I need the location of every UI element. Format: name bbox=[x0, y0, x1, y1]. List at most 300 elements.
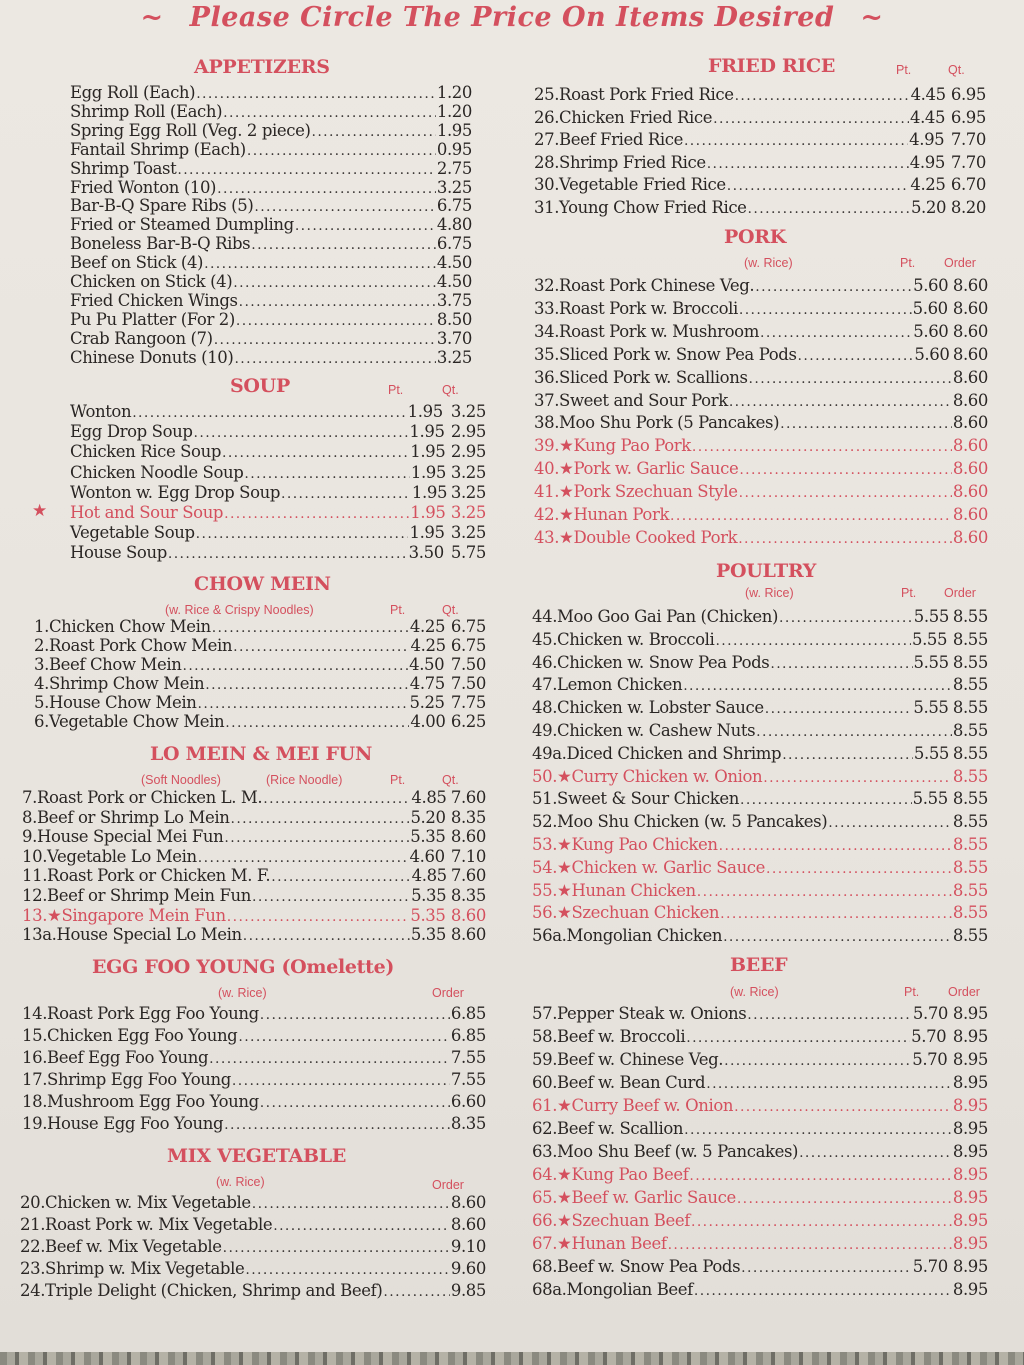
menu-item[interactable] bbox=[532, 1118, 988, 1140]
menu-item[interactable] bbox=[22, 1025, 486, 1047]
menu-item[interactable] bbox=[534, 344, 988, 366]
item-number: 50.★ bbox=[532, 766, 572, 786]
item-price-quart[interactable]: 8.60 bbox=[450, 905, 486, 925]
item-price-pint[interactable]: 5.60 bbox=[912, 298, 948, 318]
menu-item[interactable] bbox=[534, 504, 988, 526]
item-price[interactable]: 4.80 bbox=[436, 215, 472, 235]
menu-item[interactable] bbox=[534, 197, 986, 219]
item-price-quart[interactable]: 8.60 bbox=[952, 459, 988, 479]
item-price-pint[interactable]: 1.95 bbox=[407, 402, 443, 421]
item-price-pint[interactable]: 5.55 bbox=[913, 743, 950, 763]
item-price-quart[interactable]: 8.95 bbox=[952, 1142, 988, 1161]
item-price-pint[interactable]: 4.25 bbox=[410, 636, 446, 655]
menu-item[interactable] bbox=[22, 1047, 486, 1069]
menu-item[interactable] bbox=[534, 152, 986, 174]
dot-leader bbox=[273, 1215, 450, 1237]
dot-leader bbox=[749, 368, 952, 390]
menu-item[interactable] bbox=[532, 788, 988, 810]
menu-item[interactable] bbox=[532, 1256, 988, 1278]
menu-item[interactable] bbox=[532, 743, 988, 765]
item-name: Moo Shu Pork (5 Pancakes) bbox=[559, 413, 780, 433]
section-title-poultry: POULTRY bbox=[716, 560, 817, 582]
menu-item[interactable] bbox=[70, 542, 486, 564]
column-header-pint: Pt. bbox=[900, 256, 916, 270]
item-price-quart[interactable]: 3.25 bbox=[450, 402, 486, 421]
dot-leader bbox=[694, 1280, 952, 1302]
item-price[interactable]: 7.55 bbox=[450, 1048, 486, 1067]
item-number: 13.★ bbox=[22, 905, 62, 925]
item-number: 37. bbox=[534, 390, 560, 410]
item-name: Beef w. Bean Curd bbox=[557, 1073, 706, 1092]
menu-item[interactable] bbox=[534, 481, 988, 503]
item-number: 56a. bbox=[532, 926, 567, 946]
item-price-quart[interactable]: 8.95 bbox=[952, 1257, 988, 1276]
item-price-quart[interactable]: 8.55 bbox=[952, 675, 988, 695]
menu-item[interactable] bbox=[534, 129, 986, 151]
menu-item[interactable] bbox=[534, 458, 988, 480]
item-price-quart[interactable]: 8.55 bbox=[952, 629, 988, 649]
dot-leader bbox=[225, 712, 409, 734]
item-name: Sweet & Sour Chicken bbox=[557, 789, 739, 809]
section-title-chow-mein: CHOW MEIN bbox=[194, 573, 331, 595]
item-price-quart[interactable]: 8.55 bbox=[952, 835, 988, 854]
item-price-quart[interactable]: 7.75 bbox=[450, 693, 486, 712]
item-price-quart[interactable]: 8.55 bbox=[952, 926, 988, 946]
item-name: Moo Shu Beef (w. 5 Pancakes) bbox=[557, 1142, 799, 1161]
dot-leader bbox=[260, 1092, 450, 1114]
section-title-egg-foo-young: EGG FOO YOUNG (Omelette) bbox=[92, 956, 395, 978]
item-price-quart[interactable]: 7.70 bbox=[950, 130, 986, 149]
item-price-quart[interactable]: 7.10 bbox=[450, 846, 486, 866]
item-name: Chicken Chow Mein bbox=[48, 617, 211, 636]
menu-item[interactable] bbox=[532, 1141, 988, 1163]
item-price-pint[interactable]: 1.95 bbox=[409, 523, 445, 543]
item-price[interactable]: 3.25 bbox=[436, 177, 472, 197]
dot-leader bbox=[755, 276, 912, 298]
item-number: 53.★ bbox=[532, 835, 572, 854]
item-price-pint[interactable]: 4.85 bbox=[411, 866, 447, 886]
menu-item[interactable] bbox=[532, 1072, 988, 1094]
item-price-pint[interactable]: 1.95 bbox=[410, 503, 446, 522]
item-price-pint[interactable]: 5.55 bbox=[913, 607, 949, 626]
item-name: Shrimp Chow Mein bbox=[48, 674, 205, 693]
mei-fun-subtitle: (Rice Noodle) bbox=[266, 773, 343, 787]
menu-item[interactable] bbox=[532, 1026, 988, 1048]
item-price[interactable]: 1.20 bbox=[436, 83, 472, 102]
menu-item[interactable] bbox=[20, 1192, 486, 1214]
item-price-quart[interactable]: 8.60 bbox=[952, 413, 988, 433]
item-price-quart[interactable]: 2.95 bbox=[450, 442, 486, 462]
menu-item[interactable] bbox=[534, 527, 988, 549]
item-number: 12. bbox=[22, 886, 48, 905]
menu-item[interactable] bbox=[22, 1091, 486, 1113]
dot-leader bbox=[691, 1211, 952, 1233]
item-price-quart[interactable]: 7.60 bbox=[450, 788, 486, 807]
item-name: Moo Goo Gai Pan (Chicken) bbox=[557, 607, 778, 626]
item-name: Shrimp w. Mix Vegetable bbox=[45, 1259, 245, 1278]
pork-subtitle: (w. Rice) bbox=[744, 256, 793, 270]
item-price-quart[interactable]: 8.60 bbox=[952, 527, 988, 547]
menu-item[interactable] bbox=[22, 1069, 486, 1091]
column-header-order: Order bbox=[944, 586, 976, 600]
item-number: 9. bbox=[22, 827, 37, 847]
menu-item[interactable] bbox=[532, 606, 988, 628]
item-price-quart[interactable]: 8.95 bbox=[952, 1027, 988, 1046]
item-price-quart[interactable]: 8.95 bbox=[952, 1165, 988, 1184]
menu-item[interactable] bbox=[534, 367, 988, 389]
mix-vegetable-subtitle: (w. Rice) bbox=[216, 1175, 265, 1189]
item-name: Pepper Steak w. Onions bbox=[557, 1004, 747, 1023]
item-price[interactable]: 0.95 bbox=[436, 139, 472, 159]
dot-leader bbox=[760, 322, 912, 344]
item-price[interactable]: 8.50 bbox=[436, 309, 472, 329]
menu-item[interactable] bbox=[70, 401, 486, 423]
menu-item[interactable] bbox=[20, 1214, 486, 1236]
item-price-quart[interactable]: 8.55 bbox=[952, 812, 988, 832]
item-number: 40.★ bbox=[534, 459, 574, 479]
item-price-pint[interactable]: 1.95 bbox=[410, 462, 446, 482]
item-price[interactable]: 7.55 bbox=[450, 1070, 486, 1089]
menu-item[interactable] bbox=[534, 435, 988, 457]
item-price-quart[interactable]: 8.60 bbox=[952, 298, 988, 318]
item-price-pint[interactable]: 5.35 bbox=[410, 827, 446, 847]
egg-foo-young-subtitle: (w. Rice) bbox=[218, 986, 267, 1000]
item-price-quart[interactable]: 8.35 bbox=[450, 886, 486, 905]
item-price[interactable]: 4.50 bbox=[436, 253, 472, 273]
item-price-quart[interactable]: 3.25 bbox=[450, 523, 486, 543]
column-header-quart: Qt. bbox=[442, 603, 459, 617]
column-header-order: Order bbox=[432, 1178, 464, 1192]
item-name: Hunan Beef bbox=[571, 1234, 667, 1253]
item-price-quart[interactable]: 2.95 bbox=[450, 422, 486, 442]
item-price-quart[interactable]: 8.60 bbox=[952, 482, 988, 502]
item-number: 6. bbox=[34, 712, 49, 731]
item-name: Vegetable Soup bbox=[70, 523, 195, 543]
item-price-pint[interactable]: 4.85 bbox=[411, 788, 447, 807]
item-number: 49a. bbox=[532, 743, 567, 763]
menu-item[interactable] bbox=[534, 174, 986, 196]
column-header-order: Order bbox=[944, 256, 976, 270]
item-name: Vegetable Fried Rice bbox=[559, 175, 726, 194]
menu-item[interactable] bbox=[70, 421, 486, 443]
item-price-pint[interactable]: 4.95 bbox=[909, 130, 945, 149]
tilde-ornament: ~ bbox=[140, 2, 164, 33]
item-price-quart[interactable]: 8.60 bbox=[952, 344, 988, 364]
item-price-quart[interactable]: 8.55 bbox=[952, 880, 988, 900]
menu-item[interactable] bbox=[532, 902, 988, 924]
item-price-pint[interactable]: 1.95 bbox=[410, 442, 446, 462]
menu-item[interactable] bbox=[532, 1049, 988, 1071]
menu-item[interactable] bbox=[20, 1236, 486, 1258]
menu-item[interactable] bbox=[532, 1233, 988, 1255]
item-price-quart[interactable]: 8.55 bbox=[952, 607, 988, 626]
item-name: Chicken w. Garlic Sauce bbox=[571, 857, 766, 877]
dot-leader bbox=[383, 1281, 449, 1303]
item-name: Vegetable Chow Mein bbox=[48, 712, 225, 731]
item-number: 65.★ bbox=[532, 1188, 572, 1207]
menu-item[interactable] bbox=[532, 1003, 988, 1025]
item-price-pint[interactable]: 4.45 bbox=[910, 85, 946, 104]
item-price-pint[interactable]: 5.25 bbox=[409, 693, 445, 712]
dot-leader bbox=[238, 1026, 450, 1048]
dot-leader bbox=[684, 1119, 952, 1141]
item-name: Szechuan Chicken bbox=[571, 903, 720, 923]
item-price-quart[interactable]: 8.60 bbox=[450, 925, 486, 945]
item-name: Chicken w. Mix Vegetable bbox=[45, 1193, 251, 1212]
granite-countertop bbox=[0, 1352, 1024, 1365]
item-price-pint[interactable]: 4.00 bbox=[410, 712, 446, 731]
item-price[interactable]: 6.75 bbox=[436, 196, 472, 216]
item-price-quart[interactable]: 8.35 bbox=[450, 807, 486, 827]
item-price-quart[interactable]: 8.95 bbox=[952, 1096, 988, 1115]
item-price[interactable]: 6.60 bbox=[450, 1092, 486, 1111]
item-price[interactable]: 3.75 bbox=[436, 290, 472, 310]
item-price-pint[interactable]: 1.95 bbox=[411, 482, 448, 502]
item-price[interactable]: 6.85 bbox=[450, 1026, 486, 1045]
item-price-pint[interactable]: 4.45 bbox=[909, 107, 946, 127]
item-price[interactable]: 9.60 bbox=[450, 1259, 486, 1278]
item-price-quart[interactable]: 8.55 bbox=[952, 698, 988, 718]
item-name: Beef Chow Mein bbox=[48, 655, 182, 674]
menu-item[interactable] bbox=[534, 84, 986, 106]
item-number: 10. bbox=[22, 846, 48, 866]
menu-item[interactable] bbox=[532, 925, 988, 947]
menu-item[interactable] bbox=[532, 1187, 988, 1209]
item-name: Chicken w. Broccoli bbox=[557, 629, 715, 649]
item-price-quart[interactable]: 8.95 bbox=[952, 1280, 988, 1299]
menu-item[interactable] bbox=[532, 766, 988, 788]
item-price-pint[interactable]: 4.95 bbox=[909, 152, 945, 172]
item-price-pint[interactable]: 5.55 bbox=[912, 789, 948, 809]
menu-item[interactable] bbox=[534, 321, 988, 343]
item-price-quart[interactable]: 8.55 bbox=[952, 789, 988, 809]
item-price-quart[interactable]: 8.60 bbox=[952, 321, 988, 341]
item-name: House Soup bbox=[70, 543, 167, 563]
item-price-pint[interactable]: 5.20 bbox=[910, 197, 947, 217]
item-number: 19. bbox=[22, 1114, 48, 1133]
item-price-quart[interactable]: 8.55 bbox=[952, 766, 988, 786]
item-name: Beef Egg Foo Young bbox=[47, 1048, 209, 1067]
menu-item[interactable] bbox=[534, 390, 988, 412]
menu-item[interactable] bbox=[532, 1095, 988, 1117]
menu-item[interactable] bbox=[70, 502, 486, 524]
item-price[interactable]: 6.85 bbox=[450, 1004, 486, 1023]
item-name: Egg Roll (Each) bbox=[70, 83, 196, 102]
dot-leader bbox=[735, 85, 910, 107]
item-price-pint[interactable]: 5.60 bbox=[914, 344, 950, 364]
item-price-pint[interactable]: 4.75 bbox=[409, 674, 445, 693]
item-price-quart[interactable]: 3.25 bbox=[450, 503, 486, 522]
item-number: 21. bbox=[20, 1215, 46, 1234]
item-price-quart[interactable]: 3.25 bbox=[450, 482, 486, 502]
item-name: Beef w. Scallion bbox=[557, 1119, 684, 1138]
item-number: 57. bbox=[532, 1004, 558, 1023]
menu-item[interactable] bbox=[22, 1113, 486, 1135]
item-price-quart[interactable]: 8.55 bbox=[952, 721, 988, 740]
item-price-quart[interactable]: 5.75 bbox=[450, 543, 486, 563]
item-price[interactable]: 1.20 bbox=[436, 101, 472, 121]
item-name: Shrimp Toast bbox=[70, 158, 177, 178]
item-price-quart[interactable]: 6.75 bbox=[450, 617, 486, 636]
menu-item[interactable] bbox=[534, 275, 988, 297]
item-name: House Special Lo Mein bbox=[56, 925, 242, 945]
menu-item[interactable] bbox=[534, 107, 986, 129]
menu-item[interactable] bbox=[532, 697, 988, 719]
menu-item[interactable] bbox=[534, 298, 988, 320]
dot-leader bbox=[799, 1142, 952, 1164]
item-price-quart[interactable]: 3.25 bbox=[450, 462, 486, 482]
item-price-pint[interactable]: 3.50 bbox=[408, 543, 444, 563]
item-price-pint[interactable]: 5.70 bbox=[912, 1050, 948, 1069]
item-price[interactable]: 8.60 bbox=[450, 1215, 486, 1234]
item-price-quart[interactable]: 8.55 bbox=[952, 857, 988, 877]
item-price-quart[interactable]: 8.95 bbox=[952, 1050, 988, 1069]
item-price-quart[interactable]: 8.95 bbox=[952, 1073, 988, 1092]
menu-item[interactable] bbox=[34, 711, 486, 733]
item-name: Lemon Chicken bbox=[557, 675, 683, 695]
dot-leader bbox=[765, 698, 913, 720]
menu-item[interactable] bbox=[532, 629, 988, 651]
menu-item[interactable] bbox=[532, 720, 988, 742]
item-number: 56.★ bbox=[532, 903, 572, 923]
dot-leader bbox=[168, 543, 408, 565]
item-name: Shrimp Roll (Each) bbox=[70, 101, 223, 121]
item-price[interactable]: 1.95 bbox=[436, 120, 472, 140]
item-price-quart[interactable]: 8.20 bbox=[950, 197, 986, 217]
column-header-order: Order bbox=[948, 985, 980, 999]
menu-item[interactable] bbox=[532, 834, 988, 856]
menu-item[interactable] bbox=[532, 880, 988, 902]
item-price-quart[interactable]: 6.70 bbox=[950, 175, 986, 194]
menu-item[interactable] bbox=[532, 811, 988, 833]
item-price-quart[interactable]: 8.95 bbox=[952, 1188, 988, 1207]
item-number: 63. bbox=[532, 1142, 558, 1161]
menu-item[interactable] bbox=[534, 412, 988, 434]
item-price-quart[interactable]: 7.60 bbox=[450, 866, 486, 886]
menu-item[interactable] bbox=[22, 1003, 486, 1025]
menu-item[interactable] bbox=[70, 482, 486, 504]
item-price-quart[interactable]: 7.50 bbox=[450, 655, 486, 674]
item-price-pint[interactable]: 5.35 bbox=[410, 905, 446, 925]
item-price-quart[interactable]: 8.95 bbox=[952, 1211, 988, 1230]
dot-leader bbox=[763, 767, 952, 789]
item-number: 28. bbox=[534, 152, 560, 172]
item-price-quart[interactable]: 8.60 bbox=[952, 367, 988, 387]
item-price-pint[interactable]: 5.55 bbox=[911, 629, 948, 649]
item-price-pint[interactable]: 5.35 bbox=[410, 925, 446, 945]
item-price-pint[interactable]: 5.60 bbox=[913, 321, 949, 341]
spicy-star-icon: ★ bbox=[32, 501, 48, 521]
item-price[interactable]: 2.75 bbox=[436, 158, 472, 178]
item-number: 25. bbox=[534, 85, 560, 104]
item-price[interactable]: 4.50 bbox=[436, 272, 472, 291]
item-price-pint[interactable]: 5.70 bbox=[911, 1027, 947, 1046]
lo-mein-subtitle: (Soft Noodles) bbox=[141, 773, 221, 787]
menu-item[interactable] bbox=[532, 1164, 988, 1186]
menu-item[interactable] bbox=[70, 522, 486, 544]
item-price-quart[interactable]: 8.60 bbox=[450, 827, 486, 847]
item-number: 35. bbox=[534, 344, 560, 364]
item-price-pint[interactable]: 5.60 bbox=[913, 276, 949, 295]
item-price-quart[interactable]: 8.55 bbox=[952, 903, 988, 923]
item-price-pint[interactable]: 5.55 bbox=[913, 698, 949, 718]
menu-item[interactable] bbox=[532, 857, 988, 879]
item-number: 42.★ bbox=[534, 505, 574, 524]
item-name: Beef on Stick (4) bbox=[70, 253, 204, 273]
menu-item[interactable] bbox=[70, 347, 472, 369]
dot-leader bbox=[224, 1114, 450, 1136]
item-price-quart[interactable]: 7.50 bbox=[450, 674, 486, 693]
item-name: Wonton w. Egg Drop Soup bbox=[70, 482, 280, 502]
menu-item[interactable] bbox=[532, 1279, 988, 1301]
item-price[interactable]: 9.10 bbox=[450, 1237, 486, 1256]
item-price-quart[interactable]: 8.95 bbox=[952, 1234, 988, 1253]
item-price-quart[interactable]: 8.55 bbox=[952, 743, 988, 763]
item-number: 36. bbox=[534, 367, 560, 387]
menu-item[interactable] bbox=[20, 1258, 486, 1280]
item-price[interactable]: 6.75 bbox=[436, 234, 472, 254]
item-price-quart[interactable]: 8.60 bbox=[952, 436, 988, 456]
item-name: Fantail Shrimp (Each) bbox=[70, 139, 246, 159]
item-price-pint[interactable]: 5.70 bbox=[912, 1004, 949, 1023]
dot-leader bbox=[739, 299, 912, 321]
item-price[interactable]: 9.85 bbox=[450, 1281, 486, 1300]
item-price-quart[interactable]: 8.55 bbox=[952, 652, 988, 672]
item-name: Vegetable Lo Mein bbox=[47, 846, 197, 866]
menu-item[interactable] bbox=[532, 652, 988, 674]
item-price-pint[interactable]: 1.95 bbox=[409, 422, 445, 442]
item-price-quart[interactable]: 6.25 bbox=[450, 712, 486, 731]
menu-item[interactable] bbox=[70, 441, 486, 463]
item-price-quart[interactable]: 7.70 bbox=[950, 152, 986, 172]
item-price-pint[interactable]: 4.25 bbox=[409, 617, 446, 636]
item-price-pint[interactable]: 4.60 bbox=[409, 846, 445, 866]
item-price-pint[interactable]: 5.70 bbox=[912, 1257, 948, 1276]
item-price-quart[interactable]: 8.60 bbox=[952, 505, 988, 524]
item-name: Beef or Shrimp Lo Mein bbox=[36, 807, 230, 827]
item-price-quart[interactable]: 6.95 bbox=[950, 85, 986, 104]
item-price-pint[interactable]: 5.35 bbox=[411, 886, 447, 905]
column-header-pint: Pt. bbox=[896, 63, 912, 77]
menu-item[interactable] bbox=[532, 1210, 988, 1232]
item-number: 44. bbox=[532, 607, 558, 626]
menu-item[interactable] bbox=[70, 462, 486, 484]
item-price[interactable]: 3.25 bbox=[436, 347, 472, 367]
item-price-quart[interactable]: 6.95 bbox=[950, 107, 986, 127]
item-price[interactable]: 8.35 bbox=[450, 1114, 486, 1133]
menu-item[interactable] bbox=[20, 1280, 486, 1302]
item-price-quart[interactable]: 8.60 bbox=[952, 390, 988, 410]
item-price-pint[interactable]: 4.50 bbox=[409, 655, 445, 674]
item-price-pint[interactable]: 4.25 bbox=[910, 175, 946, 194]
column-header-quart: Qt. bbox=[442, 383, 459, 397]
item-price[interactable]: 8.60 bbox=[450, 1193, 486, 1212]
item-price-quart[interactable]: 8.60 bbox=[952, 276, 988, 295]
item-price[interactable]: 3.70 bbox=[436, 328, 472, 348]
item-number: 49. bbox=[532, 721, 558, 740]
item-price-pint[interactable]: 5.20 bbox=[410, 807, 446, 827]
item-price-quart[interactable]: 6.75 bbox=[450, 636, 486, 655]
item-number: 16. bbox=[22, 1048, 48, 1067]
item-number: 52. bbox=[532, 812, 558, 832]
item-name: Roast Pork Chinese Veg. bbox=[559, 276, 755, 295]
item-price-quart[interactable]: 8.95 bbox=[952, 1004, 988, 1023]
item-price-quart[interactable]: 8.95 bbox=[952, 1119, 988, 1138]
item-name: Roast Pork w. Mushroom bbox=[559, 321, 759, 341]
menu-item[interactable] bbox=[532, 674, 988, 696]
item-price-pint[interactable]: 5.55 bbox=[913, 652, 949, 672]
menu-item[interactable] bbox=[22, 924, 486, 946]
